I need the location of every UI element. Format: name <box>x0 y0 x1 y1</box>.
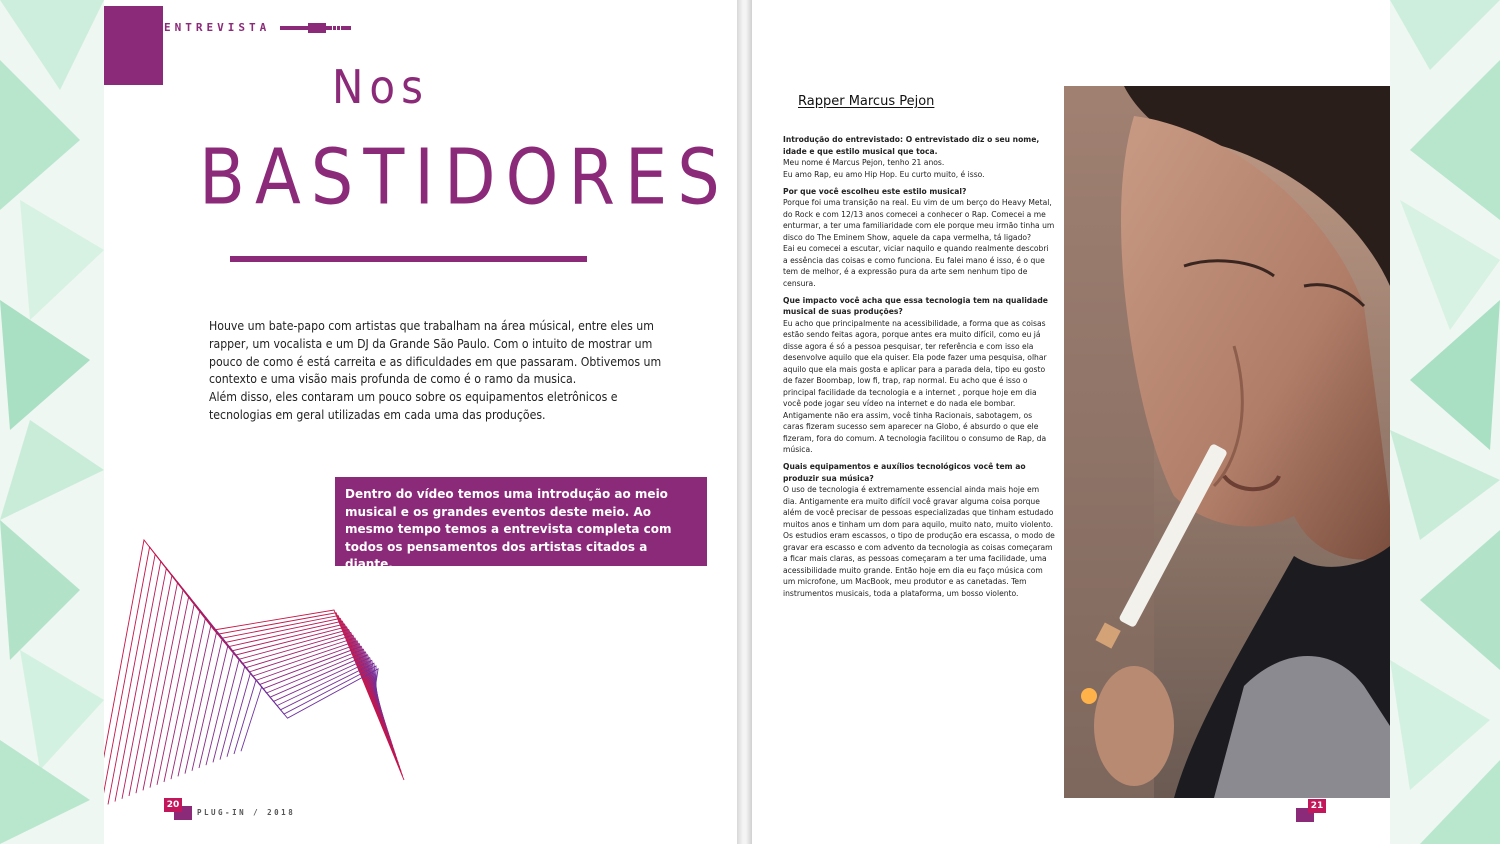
interview-heading: Rapper Marcus Pejon <box>798 94 935 109</box>
question: Que impacto você acha que essa tecnologia tem na qualidade musical de suas produções? <box>783 295 1048 316</box>
title-line-2: BASTIDORES <box>199 132 730 222</box>
left-page <box>104 0 737 844</box>
wave-line <box>129 575 397 796</box>
wave-line <box>213 658 380 763</box>
geometric-background-right <box>1390 0 1500 844</box>
title-line-1: Nos <box>332 60 429 114</box>
section-label: ENTREVISTA <box>164 21 271 34</box>
intro-paragraph: Houve um bate-papo com artistas que trabalham na área músical, entre eles um rapper, um vocalista e um DJ da Grande São Paulo. Com o intuito de mostrar um pouco de como é está carreita e as dificuldades em que passaram. Obtivemos um contexto e uma visão mais profunda de como é o ramo da musica. <box>209 319 662 387</box>
interview-qa <box>783 134 1055 605</box>
title-divider <box>230 256 587 262</box>
question: Quais equipamentos e auxílios tecnológicos você tem ao produzir sua música? <box>783 462 1026 483</box>
answer: Porque foi uma transição na real. Eu vim de um berço do Heavy Metal, do Rock e com 12/13 anos comecei a conhecer o Rap. Comecei a me enturmar, a ter uma familiaridade com ele porque meu irmão tinha um disco do The Eminem Show, aquele da capa vermelha, tá ligado? Eai eu comecei a escutar, viciar naquilo e quando realmente descobri a essência das coisas e como funciona. Eu falei mano é isso, é o que tem de melhor, é a expressão pura da arte sem nenhum tipo de censura. <box>783 198 1055 288</box>
page-number-right: 21 <box>1308 799 1326 813</box>
answer: Meu nome é Marcus Pejon, tenho 21 anos. Eu amo Rap, eu amo Hip Hop. Eu curto muito, é isso. <box>783 158 985 179</box>
intro-paragraph: Além disso, eles contaram um pouco sobre os equipamentos eletrônicos e tecnologias em geral utilizadas em cada uma das produções. <box>209 390 618 422</box>
question: Introdução do entrevistado: O entrevistado diz o seu nome, idade e que estilo musical que toca. <box>783 135 1040 156</box>
video-callout-box: Dentro do vídeo temos uma introdução ao meio musical e os grandes eventos deste meio. Ao mesmo tempo temos a entrevista completa com todos os pensamentos dos artistas citados a diante. <box>335 477 707 566</box>
answer: O uso de tecnologia é extremamente essencial ainda mais hoje em dia. Antigamente era muito difícil você gravar alguma coisa porque além de você precisar de pessoas especializadas que tinham estudado muitos anos e tinham um dom para aquilo, muito nato, muito violento. Os estudios eram escassos, o tipo de produção era escassa, o modo de gravar era escasso e com advento da tecnologia as coisas começaram a ficar mais claras, as pessoas começaram a ter uma facilidade, uma acessibilidade muito grande. Então hoje em dia eu faço música com um microfone, um MacBook, meu produtor e as canetadas. Tem instrumentos musicais, toda a plataforma, um bosso violento. <box>783 485 1055 598</box>
question: Por que você escolheu este estilo musical? <box>783 186 967 196</box>
page-number-left: 20 <box>164 798 182 812</box>
wave-line <box>220 660 379 759</box>
rapper-portrait-photo <box>1064 86 1390 798</box>
answer: Eu acho que principalmente na acessibilidade, a forma que as coisas estão sendo feitas agora, porque antes era muito difícil, como eu já disse agora é só a pessoa pesquisar, ter referência e com isso ela desenvolve aquilo que ela quiser. Ela pode fazer uma pesquisa, olhar aquilo que ela mais gosta e aplicar para a parada dela, tipo eu gosto de fazer Boombap, low fi, trap, rap normal. Eu acho que é isso o principal facilidade da tecnologia e a internet , porque hoje em dia você pode jogar seu vídeo na internet e do nada ele bombar. Antigamente não era assim, você tinha Racionais, sabotagem, os caras fizeram sucesso sem aparecer na Globo, é absurdo o que ele fizeram, fora do comum. A tecnologia facilitou o consumo de Rap, da música. <box>783 318 1047 454</box>
wave-line <box>157 603 391 785</box>
intro-text <box>209 318 679 425</box>
spine-gutter <box>737 0 752 844</box>
audio-jack-icon <box>280 22 354 34</box>
wave-line <box>241 669 378 751</box>
magazine-footer: PLUG-IN / 2018 <box>197 808 296 817</box>
geometric-background-left <box>0 0 104 844</box>
section-color-block <box>104 6 163 85</box>
wave-line <box>122 568 398 799</box>
wave-line <box>143 589 394 790</box>
right-page <box>752 0 1390 844</box>
